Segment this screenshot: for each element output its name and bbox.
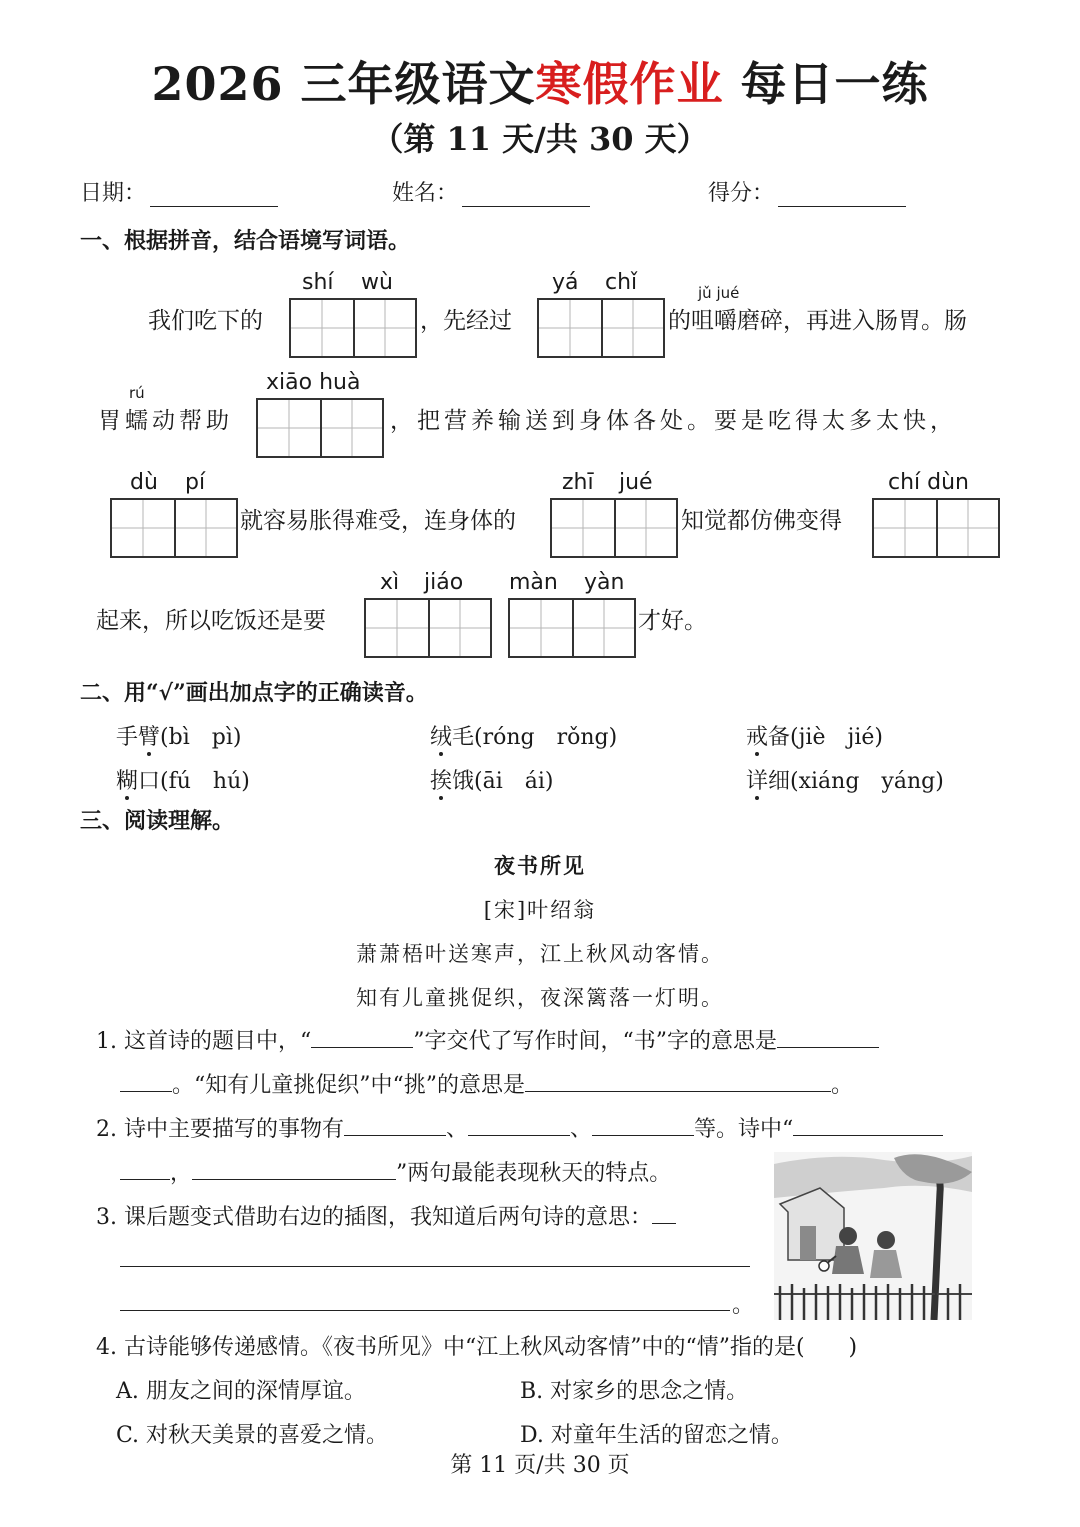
pinyin-jujue: jǔ jué bbox=[698, 284, 740, 302]
answer-cell[interactable] bbox=[366, 600, 428, 656]
dotted-char: 绒 bbox=[430, 725, 453, 750]
answer-box-manyan[interactable] bbox=[508, 598, 636, 658]
answer-cell[interactable] bbox=[510, 600, 572, 656]
pinyin-jiao: jiáo bbox=[424, 570, 464, 595]
answer-box-shiwu[interactable] bbox=[289, 298, 417, 358]
answer-cell[interactable] bbox=[936, 500, 998, 556]
question-2-line-2 bbox=[120, 1156, 671, 1187]
q2-text-a: 2. 诗中主要描写的事物有 bbox=[96, 1117, 344, 1142]
date-field[interactable] bbox=[80, 176, 278, 207]
reading-item-jie[interactable] bbox=[746, 720, 883, 751]
s1-line1-a: 我们吃下的 bbox=[148, 308, 263, 334]
q3-blank-start[interactable] bbox=[652, 1201, 676, 1224]
option-b[interactable]: B. 对家乡的思念之情。 bbox=[520, 1379, 749, 1404]
pinyin-man: màn bbox=[509, 570, 558, 595]
answer-cell[interactable] bbox=[112, 500, 174, 556]
pinyin-wu: wù bbox=[361, 270, 393, 295]
section1-heading: 一、根据拼音，结合语境写词语。 bbox=[80, 228, 411, 254]
s1-line4-a: 起来，所以吃饭还是要 bbox=[96, 608, 326, 634]
pinyin-options[interactable]: (āi ái) bbox=[474, 769, 554, 794]
item-text: 手 bbox=[116, 725, 139, 750]
q2-text-d: ”两句最能表现秋天的特点。 bbox=[396, 1161, 672, 1186]
poem-line-1: 萧萧梧叶送寒声，江上秋风动客情。 bbox=[356, 942, 724, 966]
question-3 bbox=[96, 1200, 676, 1231]
pinyin-yan: yàn bbox=[584, 570, 625, 595]
q2-sep: 、 bbox=[570, 1117, 593, 1142]
answer-cell[interactable] bbox=[320, 400, 382, 456]
q3-period: 。 bbox=[732, 1293, 755, 1318]
poem-line-2: 知有儿童挑促织，夜深篱落一灯明。 bbox=[356, 986, 724, 1010]
title-highlight: 寒假作业 bbox=[535, 57, 724, 111]
house-door bbox=[800, 1226, 816, 1260]
s1-line2-c: ，把营养输送到身体各处。要是吃得太多太快， bbox=[390, 408, 957, 434]
answer-cell[interactable] bbox=[539, 300, 601, 356]
answer-cell[interactable] bbox=[428, 600, 490, 656]
pinyin-options[interactable]: (bì pì) bbox=[160, 725, 242, 750]
pinyin-xiaohua: xiāo huà bbox=[266, 370, 361, 395]
page-title bbox=[0, 48, 1080, 114]
s1-line2-a-text: 胃 bbox=[98, 408, 125, 434]
item-text: 细 bbox=[768, 769, 791, 794]
name-label: 姓名： bbox=[392, 181, 459, 206]
q2-blank-line-a-cont[interactable] bbox=[120, 1157, 170, 1180]
item-text: 饿 bbox=[452, 769, 475, 794]
score-field[interactable] bbox=[708, 176, 906, 207]
answer-box-yachi[interactable] bbox=[537, 298, 665, 358]
option-a[interactable]: A. 朋友之间的深情厚谊。 bbox=[116, 1379, 366, 1404]
q1-blank-shu[interactable] bbox=[777, 1025, 879, 1048]
child-left-head bbox=[839, 1227, 857, 1245]
q2-blank-line-a[interactable] bbox=[793, 1113, 943, 1136]
reading-item-rong[interactable] bbox=[430, 720, 617, 751]
answer-box-xiaohua[interactable] bbox=[256, 398, 384, 458]
pinyin-pi: pí bbox=[185, 470, 206, 495]
q2-blank-2[interactable] bbox=[468, 1113, 570, 1136]
lantern-icon bbox=[819, 1261, 829, 1271]
answer-cell[interactable] bbox=[601, 300, 663, 356]
q2-blank-3[interactable] bbox=[592, 1113, 694, 1136]
dotted-char: 糊 bbox=[116, 769, 139, 794]
pinyin-chidun: chí dùn bbox=[888, 470, 969, 495]
option-d[interactable]: D. 对童年生活的留恋之情。 bbox=[520, 1423, 793, 1448]
item-text: 毛 bbox=[452, 725, 475, 750]
pinyin-shi: shí bbox=[302, 270, 334, 295]
pinyin-options[interactable]: (róng rǒng) bbox=[474, 725, 618, 750]
pinyin-du: dù bbox=[130, 470, 158, 495]
item-text: 备 bbox=[768, 725, 791, 750]
item-text: 口 bbox=[138, 769, 161, 794]
pinyin-zhi: zhī bbox=[562, 470, 594, 495]
reading-item-ai[interactable] bbox=[430, 764, 554, 795]
answer-cell[interactable] bbox=[291, 300, 353, 356]
answer-cell[interactable] bbox=[874, 500, 936, 556]
pinyin-jue: jué bbox=[619, 470, 653, 495]
q1-text-a: 1. 这首诗的题目中，“ bbox=[96, 1029, 312, 1054]
q3-answer-line-1[interactable] bbox=[120, 1266, 750, 1267]
answer-cell[interactable] bbox=[552, 500, 614, 556]
pinyin-options[interactable]: (xiáng yáng) bbox=[790, 769, 944, 794]
q3-answer-line-2[interactable] bbox=[120, 1310, 730, 1311]
q1-text-b: ”字交代了写作时间，“书”字的意思是 bbox=[413, 1029, 777, 1054]
q1-text-d: 。 bbox=[831, 1073, 854, 1098]
name-field[interactable] bbox=[392, 176, 590, 207]
pinyin-options[interactable]: (fú hú) bbox=[160, 769, 250, 794]
q1-blank-shu-cont[interactable] bbox=[120, 1069, 172, 1092]
q2-text-b: 等。诗中“ bbox=[694, 1117, 794, 1142]
s1-line1-c: 的咀嚼磨碎，再进入肠胃。肠 bbox=[668, 308, 967, 334]
pinyin-ru: rú bbox=[129, 384, 145, 402]
pinyin-ya: yá bbox=[552, 270, 579, 295]
q1-blank-tiao[interactable] bbox=[525, 1069, 831, 1092]
dotted-char: 戒 bbox=[746, 725, 769, 750]
answer-cell[interactable] bbox=[572, 600, 634, 656]
poem-illustration bbox=[774, 1152, 972, 1320]
s1-line4-b: 才好。 bbox=[638, 608, 707, 634]
dotted-char: 挨 bbox=[430, 769, 453, 794]
page-subtitle: （第 11 天/共 30 天） bbox=[371, 120, 709, 158]
answer-box-chidun[interactable] bbox=[872, 498, 1000, 558]
page-number: 第 11 页/共 30 页 bbox=[450, 1453, 630, 1478]
answer-cell[interactable] bbox=[174, 500, 236, 556]
answer-box-zhijue[interactable] bbox=[550, 498, 678, 558]
score-label: 得分： bbox=[708, 181, 775, 206]
score-blank[interactable] bbox=[778, 182, 906, 207]
s1-line3-a: 就容易胀得难受，连身体的 bbox=[240, 508, 516, 534]
dotted-char: 臂 bbox=[138, 725, 161, 750]
section2-heading: 二、用“√”画出加点字的正确读音。 bbox=[80, 680, 428, 706]
pinyin-options[interactable]: (jiè jié) bbox=[790, 725, 883, 750]
q2-blank-line-b[interactable] bbox=[192, 1157, 396, 1180]
date-blank[interactable] bbox=[150, 182, 278, 207]
poem-title: 夜书所见 bbox=[494, 853, 586, 878]
s1-line2-a bbox=[98, 402, 233, 435]
title-prefix: 2026 三年级语文 bbox=[151, 57, 536, 111]
child-right-head bbox=[877, 1231, 895, 1249]
reading-item-hu[interactable] bbox=[116, 764, 250, 795]
question-1-line-1 bbox=[96, 1024, 879, 1055]
answer-cell[interactable] bbox=[353, 300, 415, 356]
answer-cell[interactable] bbox=[258, 400, 320, 456]
title-suffix: 每日一练 bbox=[723, 57, 929, 111]
reading-item-bi[interactable] bbox=[116, 720, 241, 751]
section3-heading: 三、阅读理解。 bbox=[80, 808, 235, 834]
q1-blank-time[interactable] bbox=[311, 1025, 413, 1048]
q2-blank-1[interactable] bbox=[344, 1113, 446, 1136]
answer-cell[interactable] bbox=[614, 500, 676, 556]
q3-text: 3. 课后题变式借助右边的插图，我知道后两句诗的意思： bbox=[96, 1205, 652, 1230]
question-4: 4. 古诗能够传递感情。《夜书所见》中“江上秋风动客情”中的“情”指的是( ) bbox=[96, 1335, 858, 1360]
s1-line3-b: 知觉都仿佛变得 bbox=[681, 508, 842, 534]
name-blank[interactable] bbox=[462, 182, 590, 207]
s1-line1-b: ，先经过 bbox=[420, 308, 512, 334]
date-label: 日期： bbox=[80, 181, 147, 206]
s1-line2-b-text: 蠕动帮助 bbox=[125, 408, 233, 434]
q2-sep: 、 bbox=[445, 1117, 468, 1142]
pinyin-xi: xì bbox=[380, 570, 400, 595]
dotted-char: 详 bbox=[746, 769, 769, 794]
poem-author: [宋]叶绍翁 bbox=[483, 898, 597, 922]
question-2-line-1 bbox=[96, 1112, 943, 1143]
option-c[interactable]: C. 对秋天美景的喜爱之情。 bbox=[116, 1423, 389, 1448]
answer-box-xijiao[interactable] bbox=[364, 598, 492, 658]
q2-text-c: ， bbox=[170, 1161, 193, 1186]
pinyin-chi: chǐ bbox=[605, 270, 638, 295]
q1-text-c: 。“知有儿童挑促织”中“挑”的意思是 bbox=[172, 1073, 525, 1098]
answer-box-dupi[interactable] bbox=[110, 498, 238, 558]
reading-item-xiang[interactable] bbox=[746, 764, 944, 795]
question-1-line-2 bbox=[120, 1068, 853, 1099]
